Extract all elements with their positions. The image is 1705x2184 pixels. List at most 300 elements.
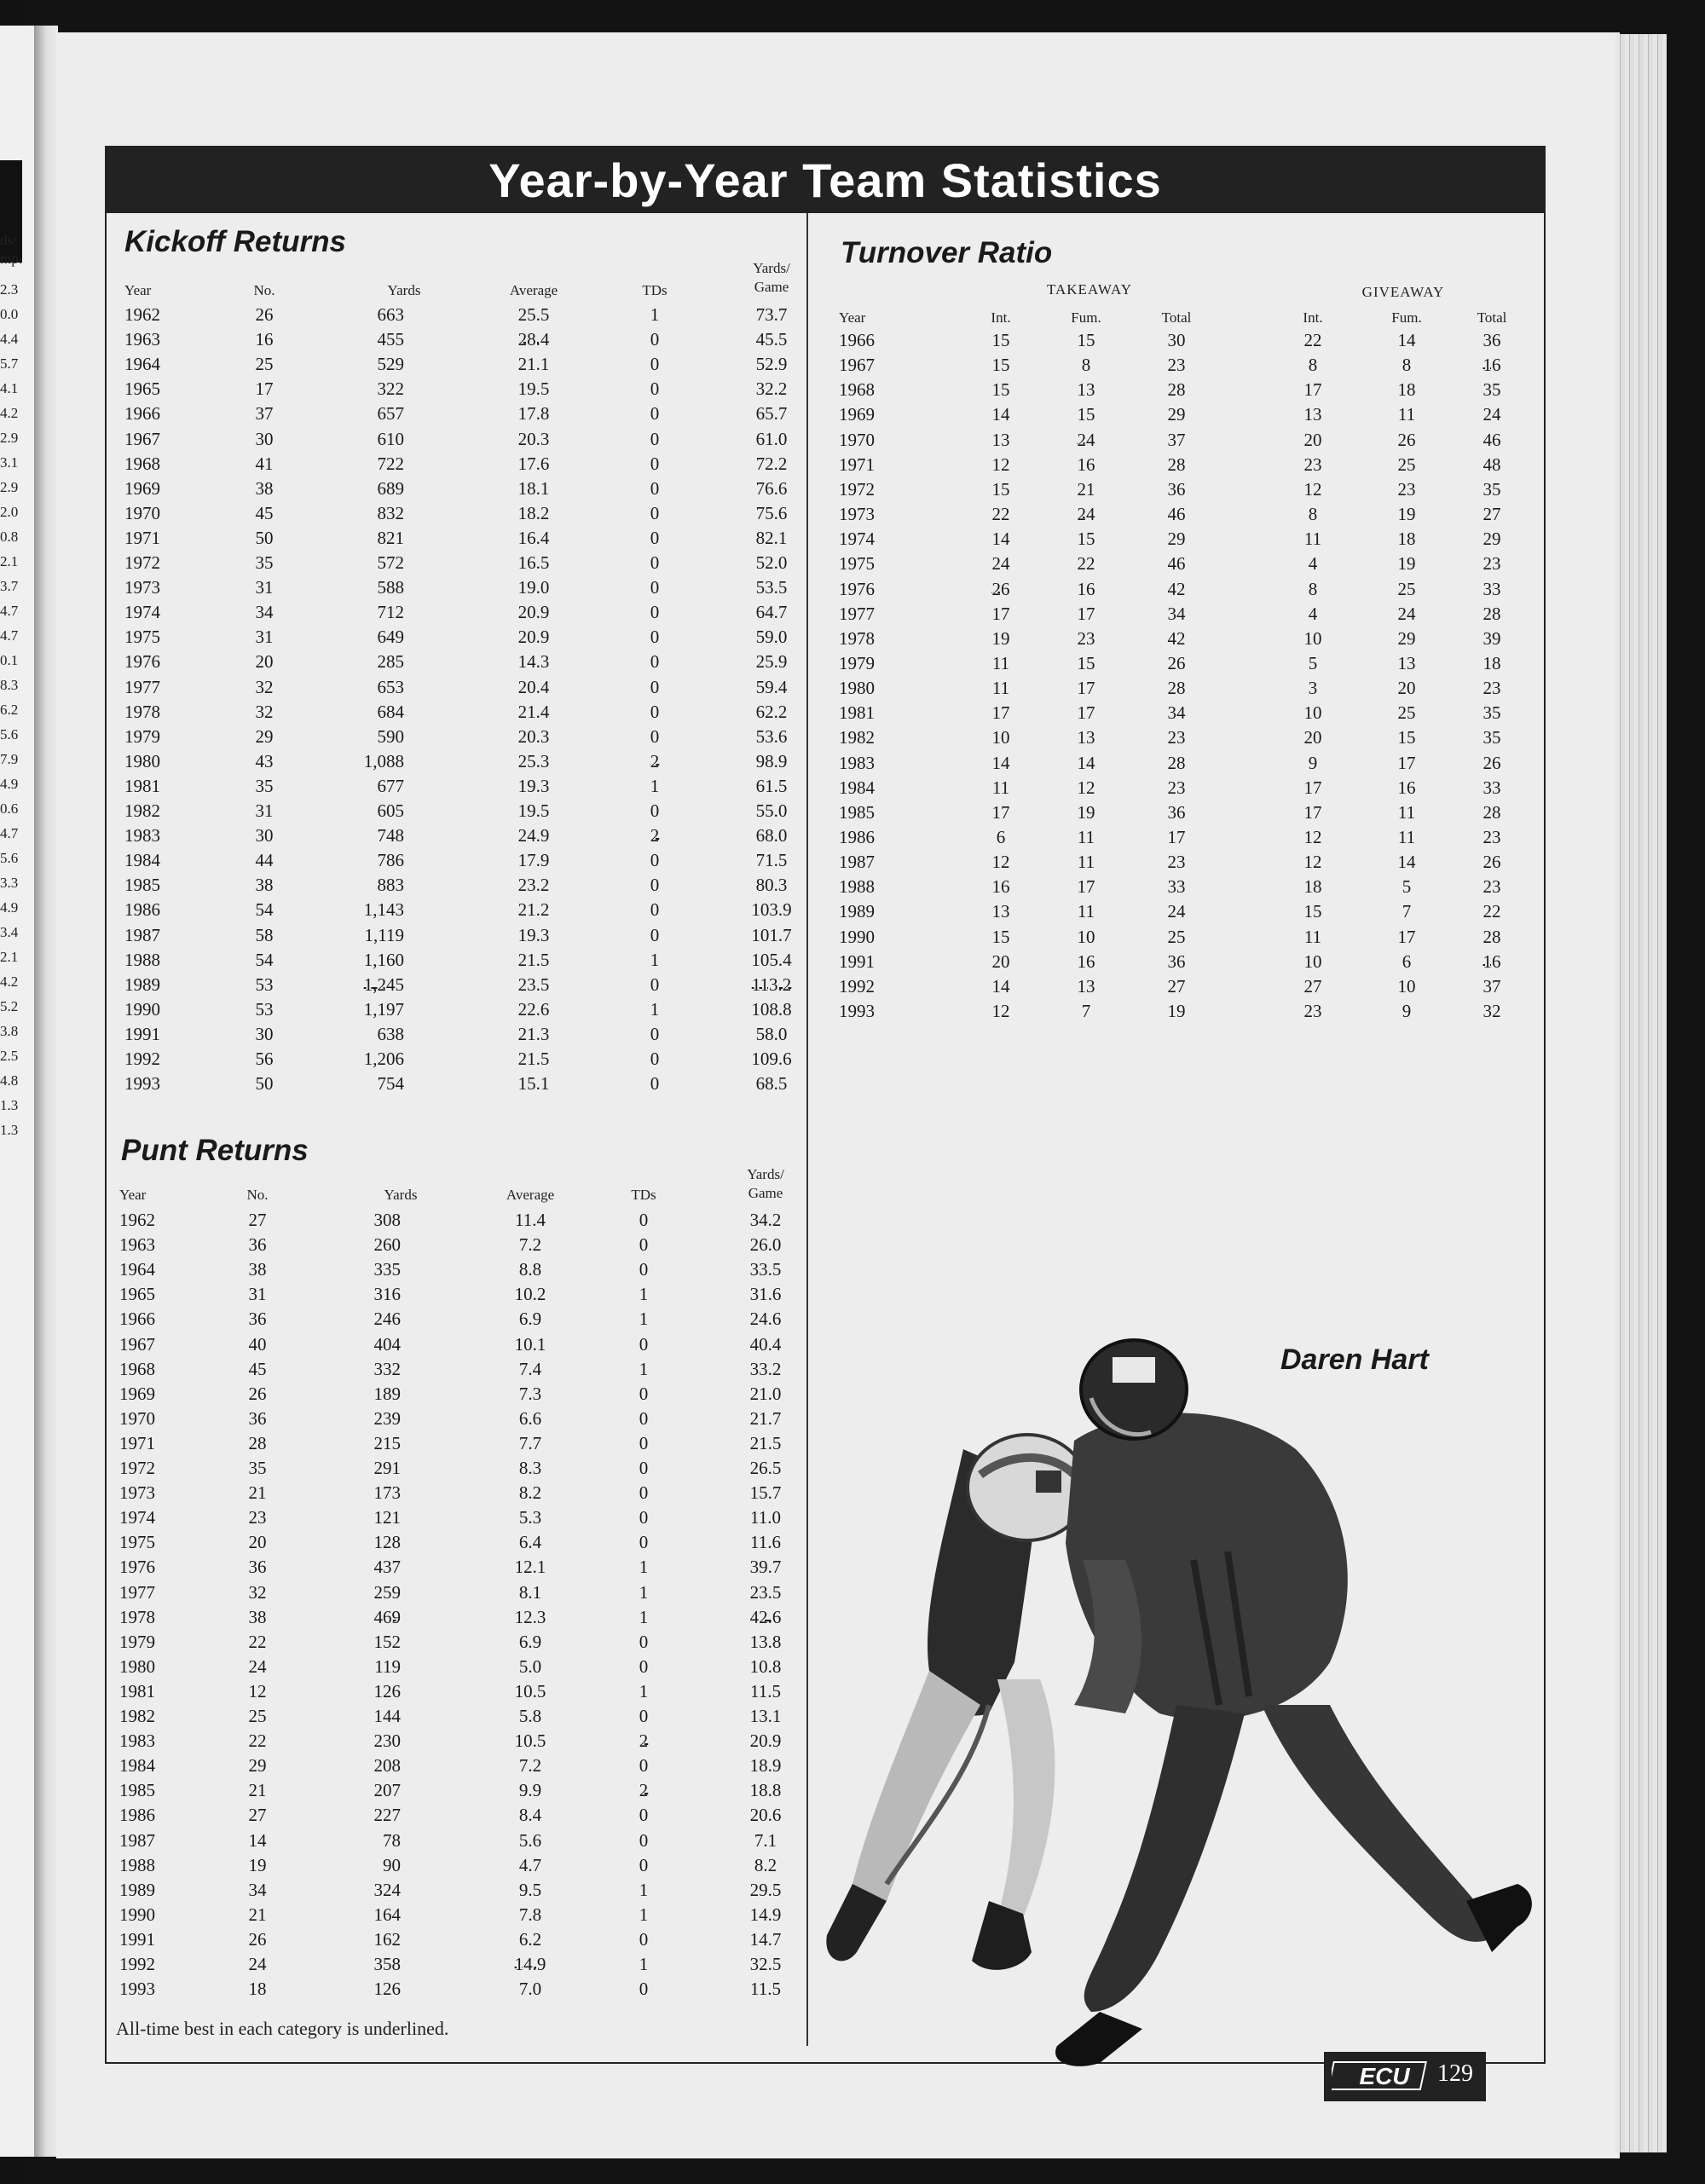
table-cell-returns-count: 26 — [248, 1383, 267, 1404]
table-cell-year: 1978 — [839, 627, 875, 649]
table-cell-average: 5.8 — [518, 1706, 542, 1726]
table-cell-year: 1978 — [124, 701, 160, 722]
table-cell-returns-count: 30 — [255, 428, 274, 449]
table-cell-returns-count: 24 — [248, 1954, 267, 1974]
table-cell-takeaway-fum: 23 — [1077, 627, 1095, 649]
table-cell-touchdowns: 0 — [650, 974, 660, 995]
table-cell-average: 9.9 — [518, 1780, 542, 1801]
table-cell-average: 17.6 — [517, 453, 550, 474]
table-cell-returns-count: 34 — [248, 1879, 267, 1900]
giveaway-label: GIVEAWAY — [1361, 284, 1445, 300]
table-cell-returns-count: 37 — [255, 403, 274, 425]
table-cell-returns-count: 17 — [255, 378, 274, 400]
table-cell-yards-per-game: 108.8 — [751, 998, 792, 1020]
table-cell-touchdowns: 0 — [639, 1655, 649, 1677]
table-cell-returns-count: 38 — [255, 477, 274, 499]
facing-page-number: 0.0 — [0, 306, 19, 322]
table-cell-yards-per-game: 71.5 — [755, 850, 788, 871]
facing-page-number: 2.5 — [0, 1048, 19, 1064]
table-cell-giveaway-total: 33 — [1482, 578, 1501, 599]
table-cell-returns-count: 27 — [248, 1210, 267, 1230]
table-cell-giveaway-total: 24 — [1482, 404, 1501, 425]
table-cell-average: 7.0 — [518, 1979, 542, 2000]
table-cell-yards-per-game: 18.9 — [749, 1755, 782, 1777]
table-cell-year: 1969 — [119, 1383, 155, 1404]
table-cell-giveaway-fum: 18 — [1397, 529, 1416, 550]
table-cell-yards: 230 — [373, 1730, 401, 1752]
table-cell-giveaway-fum: 11 — [1397, 827, 1416, 847]
table-cell-year: 1983 — [124, 825, 160, 846]
table-cell-yards: 610 — [377, 428, 404, 449]
table-cell-average: 14.9 — [514, 1954, 546, 1974]
table-cell-giveaway-total: 23 — [1482, 827, 1501, 847]
column-header-takeaway-total: Total — [1161, 309, 1192, 326]
table-cell-yards-per-game: 14.7 — [749, 1928, 782, 1950]
table-cell-returns-count: 21 — [248, 1904, 267, 1925]
table-cell-touchdowns: 0 — [639, 1432, 649, 1453]
table-cell-takeaway-int: 15 — [991, 379, 1010, 401]
table-cell-average: 20.4 — [517, 676, 550, 697]
table-cell-yards: 126 — [373, 1979, 401, 2000]
table-cell-year: 1991 — [124, 1023, 160, 1044]
table-cell-giveaway-int: 12 — [1303, 827, 1322, 847]
table-cell-year: 1976 — [119, 1557, 155, 1578]
table-cell-giveaway-int: 23 — [1303, 454, 1322, 475]
table-cell-year: 1981 — [839, 702, 875, 724]
facing-page-number: 4.8 — [0, 1072, 19, 1089]
table-cell-giveaway-total: 18 — [1482, 652, 1501, 673]
table-cell-yards-per-game: 73.7 — [755, 304, 788, 325]
table-cell-yards: 322 — [377, 378, 404, 400]
table-cell-yards-per-game: 33.5 — [749, 1259, 782, 1280]
table-cell-yards-per-game: 61.0 — [755, 428, 788, 449]
table-cell-year: 1988 — [119, 1854, 155, 1875]
table-cell-average: 28.4 — [517, 329, 550, 350]
table-cell-giveaway-int: 8 — [1308, 578, 1318, 599]
table-cell-yards-per-game: 32.2 — [755, 378, 788, 400]
table-cell-takeaway-total: 28 — [1167, 678, 1186, 699]
table-cell-giveaway-total: 23 — [1482, 876, 1501, 898]
table-cell-yards-per-game: 101.7 — [751, 924, 792, 945]
table-cell-year: 1983 — [119, 1730, 155, 1752]
table-cell-returns-count: 29 — [248, 1755, 267, 1777]
facing-page-number: 4.7 — [0, 603, 19, 619]
turnover-ratio-title: Turnover Ratio — [841, 236, 1053, 269]
column-header-yards-per-game: Game — [754, 279, 789, 295]
table-cell-touchdowns: 0 — [650, 602, 660, 623]
table-cell-yards-per-game: 13.1 — [749, 1706, 782, 1726]
table-cell-takeaway-total: 19 — [1167, 1001, 1186, 1022]
table-cell-returns-count: 31 — [248, 1284, 267, 1305]
table-cell-yards: 649 — [377, 627, 404, 648]
table-cell-yards: 259 — [373, 1581, 401, 1603]
table-cell-takeaway-fum: 11 — [1077, 827, 1095, 847]
table-cell-takeaway-fum: 11 — [1077, 852, 1095, 873]
table-cell-takeaway-total: 23 — [1167, 852, 1186, 873]
table-cell-giveaway-int: 5 — [1308, 652, 1318, 673]
table-cell-yards: 455 — [377, 329, 404, 350]
table-cell-touchdowns: 0 — [639, 1234, 649, 1256]
table-cell-year: 1975 — [119, 1532, 155, 1553]
table-cell-returns-count: 32 — [255, 701, 274, 722]
table-cell-giveaway-total: 16 — [1482, 950, 1501, 972]
kickoff-returns-title: Kickoff Returns — [124, 225, 346, 258]
table-cell-year: 1980 — [839, 678, 875, 699]
table-cell-touchdowns: 0 — [639, 1383, 649, 1404]
table-cell-yards: 260 — [373, 1234, 401, 1256]
table-cell-returns-count: 30 — [255, 1023, 274, 1044]
table-cell-yards-per-game: 33.2 — [749, 1358, 782, 1379]
table-cell-touchdowns: 0 — [650, 403, 660, 425]
table-cell-giveaway-total: 37 — [1482, 975, 1501, 997]
table-cell-takeaway-int: 13 — [991, 429, 1010, 450]
table-cell-year: 1981 — [124, 775, 160, 796]
table-cell-touchdowns: 0 — [650, 676, 660, 697]
table-cell-year: 1972 — [124, 552, 160, 573]
table-cell-year: 1971 — [124, 527, 160, 548]
table-cell-touchdowns: 0 — [650, 800, 660, 821]
table-cell-giveaway-fum: 8 — [1402, 355, 1412, 376]
column-header-takeaway-int: Int. — [991, 309, 1011, 326]
table-cell-touchdowns: 1 — [650, 775, 660, 796]
facing-page-number: 8.3 — [0, 677, 19, 693]
table-cell-yards: 208 — [373, 1755, 401, 1777]
column-header-no: No. — [253, 282, 275, 298]
table-cell-average: 19.3 — [517, 775, 550, 796]
table-cell-returns-count: 58 — [255, 924, 274, 945]
table-cell-yards-per-game: 14.9 — [749, 1904, 782, 1925]
table-cell-giveaway-total: 23 — [1482, 678, 1501, 699]
table-cell-touchdowns: 0 — [639, 1979, 649, 2000]
table-cell-giveaway-int: 11 — [1303, 529, 1322, 550]
table-cell-yards-per-game: 20.6 — [749, 1805, 782, 1826]
column-header-average: Average — [509, 282, 558, 298]
table-cell-giveaway-total: 32 — [1482, 1001, 1501, 1022]
table-cell-returns-count: 32 — [248, 1581, 267, 1603]
table-cell-takeaway-total: 34 — [1167, 702, 1186, 724]
table-cell-year: 1966 — [839, 330, 875, 350]
table-cell-yards-per-game: 15.7 — [749, 1482, 782, 1504]
table-cell-yards: 1,143 — [363, 899, 404, 921]
table-cell-year: 1968 — [119, 1358, 155, 1379]
table-cell-average: 7.7 — [518, 1432, 542, 1453]
table-cell-giveaway-int: 10 — [1303, 627, 1322, 649]
table-cell-average: 6.9 — [518, 1309, 542, 1330]
table-cell-average: 19.5 — [517, 378, 550, 400]
table-cell-giveaway-fum: 14 — [1397, 330, 1416, 350]
table-cell-year: 1972 — [119, 1458, 155, 1478]
table-cell-average: 23.2 — [517, 875, 550, 896]
table-cell-year: 1971 — [119, 1432, 155, 1453]
table-cell-takeaway-total: 27 — [1167, 975, 1186, 997]
table-cell-yards: 332 — [373, 1358, 401, 1379]
table-cell-returns-count: 25 — [248, 1706, 267, 1726]
table-cell-yards: 152 — [373, 1631, 401, 1652]
table-cell-takeaway-total: 37 — [1167, 429, 1186, 450]
table-cell-yards-per-game: 21.5 — [749, 1432, 782, 1453]
facing-page-number: 5.6 — [0, 850, 19, 866]
table-cell-yards: 121 — [373, 1507, 401, 1528]
table-cell-takeaway-total: 23 — [1167, 727, 1186, 748]
column-header-average: Average — [506, 1187, 555, 1203]
table-cell-giveaway-int: 18 — [1303, 876, 1322, 898]
table-cell-year: 1993 — [124, 1073, 160, 1095]
table-cell-takeaway-int: 17 — [991, 702, 1010, 724]
table-cell-average: 22.6 — [517, 998, 550, 1020]
table-cell-yards-per-game: 52.0 — [755, 552, 788, 573]
table-cell-yards-per-game: 8.2 — [754, 1854, 777, 1875]
table-cell-year: 1963 — [124, 329, 160, 350]
table-cell-average: 8.1 — [518, 1581, 542, 1603]
table-cell-takeaway-total: 42 — [1167, 578, 1186, 599]
facing-page-number: 5.6 — [0, 726, 19, 742]
table-cell-takeaway-int: 6 — [996, 827, 1006, 847]
table-cell-returns-count: 54 — [255, 949, 274, 970]
table-cell-takeaway-total: 29 — [1167, 404, 1186, 425]
table-cell-touchdowns: 2 — [650, 750, 660, 771]
table-cell-touchdowns: 1 — [650, 949, 660, 970]
facing-page-number: 4.9 — [0, 776, 19, 792]
takeaway-label: TAKEAWAY — [1046, 281, 1133, 298]
table-cell-average: 7.3 — [518, 1383, 542, 1404]
table-cell-touchdowns: 0 — [650, 701, 660, 722]
column-header-yards-per-game: Yards/ — [753, 260, 790, 276]
table-cell-giveaway-fum: 19 — [1397, 504, 1416, 525]
table-cell-year: 1975 — [124, 627, 160, 648]
table-cell-takeaway-fum: 8 — [1081, 355, 1091, 376]
table-cell-average: 6.4 — [518, 1532, 542, 1553]
table-cell-year: 1972 — [839, 478, 875, 500]
table-cell-year: 1974 — [119, 1507, 155, 1528]
table-cell-year: 1989 — [839, 901, 875, 922]
table-cell-average: 18.1 — [517, 477, 550, 499]
table-cell-returns-count: 54 — [255, 899, 274, 921]
table-cell-yards-per-game: 76.6 — [755, 477, 788, 499]
table-cell-takeaway-total: 17 — [1167, 827, 1186, 847]
table-cell-yards: 164 — [373, 1904, 401, 1925]
facing-page-number: 4.2 — [0, 405, 19, 421]
table-cell-year: 1990 — [119, 1904, 155, 1925]
table-cell-yards: 189 — [373, 1383, 401, 1404]
table-cell-year: 1986 — [119, 1805, 155, 1826]
table-cell-returns-count: 16 — [255, 329, 274, 350]
table-cell-year: 1965 — [119, 1284, 155, 1305]
table-cell-returns-count: 38 — [248, 1606, 267, 1627]
table-cell-returns-count: 53 — [255, 974, 274, 995]
table-cell-touchdowns: 0 — [639, 1706, 649, 1726]
table-cell-touchdowns: 2 — [639, 1730, 649, 1752]
table-cell-year: 1970 — [119, 1407, 155, 1429]
table-cell-year: 1989 — [119, 1879, 155, 1900]
football-players-photo — [818, 1304, 1543, 2071]
table-cell-touchdowns: 0 — [639, 1631, 649, 1652]
table-cell-touchdowns: 0 — [650, 527, 660, 548]
table-cell-average: 21.5 — [517, 1049, 550, 1069]
table-cell-touchdowns: 1 — [639, 1557, 649, 1578]
table-cell-takeaway-fum: 17 — [1077, 876, 1095, 898]
facing-page-number: 4.7 — [0, 825, 19, 841]
book-gutter — [34, 26, 58, 2157]
table-cell-takeaway-fum: 15 — [1077, 404, 1095, 425]
column-header-giveaway-total: Total — [1477, 309, 1507, 326]
table-cell-average: 5.0 — [518, 1655, 542, 1677]
table-cell-yards-per-game: 34.2 — [749, 1210, 782, 1230]
table-cell-takeaway-fum: 15 — [1077, 529, 1095, 550]
table-cell-average: 6.2 — [518, 1928, 542, 1950]
table-cell-year: 1991 — [839, 950, 875, 972]
table-cell-year: 1967 — [124, 428, 160, 449]
table-cell-giveaway-int: 13 — [1303, 404, 1322, 425]
table-cell-year: 1979 — [124, 725, 160, 747]
table-cell-takeaway-int: 16 — [991, 876, 1010, 898]
table-cell-year: 1985 — [839, 801, 875, 823]
table-cell-giveaway-total: 35 — [1482, 478, 1501, 500]
table-cell-giveaway-int: 12 — [1303, 852, 1322, 873]
table-cell-average: 10.2 — [514, 1284, 546, 1305]
table-cell-returns-count: 45 — [255, 502, 274, 523]
table-cell-yards-per-game: 26.5 — [749, 1458, 782, 1478]
table-cell-yards-per-game: 24.6 — [749, 1309, 782, 1330]
facing-page-number: 2.3 — [0, 281, 19, 298]
table-cell-year: 1988 — [839, 876, 875, 898]
table-cell-giveaway-int: 10 — [1303, 950, 1322, 972]
table-cell-yards: 1,160 — [363, 949, 404, 970]
table-cell-year: 1978 — [119, 1606, 155, 1627]
table-cell-takeaway-fum: 21 — [1077, 478, 1095, 500]
table-cell-average: 12.3 — [514, 1606, 546, 1627]
table-cell-yards: 207 — [373, 1780, 401, 1801]
table-cell-average: 18.2 — [517, 502, 550, 523]
table-cell-takeaway-int: 15 — [991, 330, 1010, 350]
column-header-year: Year — [839, 309, 866, 326]
column-header-no: No. — [246, 1187, 269, 1203]
table-cell-average: 12.1 — [514, 1557, 546, 1578]
table-cell-year: 1989 — [124, 974, 160, 995]
table-cell-year: 1987 — [839, 852, 875, 873]
table-cell-yards-per-game: 11.0 — [750, 1507, 781, 1528]
table-cell-yards: 308 — [373, 1210, 401, 1230]
table-cell-year: 1977 — [124, 676, 160, 697]
table-cell-yards: 1,197 — [363, 998, 404, 1020]
table-cell-yards-per-game: 40.4 — [749, 1333, 782, 1355]
table-cell-giveaway-int: 12 — [1303, 478, 1322, 500]
footnote: All-time best in each category is underlined. — [116, 2018, 449, 2039]
table-cell-average: 8.4 — [518, 1805, 542, 1826]
table-cell-yards: 748 — [377, 825, 404, 846]
table-cell-average: 8.3 — [518, 1458, 542, 1478]
table-cell-giveaway-fum: 14 — [1397, 852, 1416, 873]
table-cell-yards: 90 — [383, 1854, 401, 1875]
table-cell-average: 7.8 — [518, 1904, 542, 1925]
table-cell-average: 17.8 — [517, 403, 550, 425]
table-cell-yards: 1,245 — [363, 974, 404, 995]
table-cell-giveaway-int: 15 — [1303, 901, 1322, 922]
table-cell-year: 1991 — [119, 1928, 155, 1950]
table-cell-yards: 173 — [373, 1482, 401, 1504]
table-cell-takeaway-fum: 13 — [1077, 975, 1095, 997]
table-cell-touchdowns: 0 — [650, 1073, 660, 1095]
table-cell-takeaway-total: 23 — [1167, 355, 1186, 376]
table-cell-year: 1982 — [839, 727, 875, 748]
table-cell-yards-per-game: 113.2 — [751, 974, 792, 995]
table-cell-touchdowns: 0 — [650, 453, 660, 474]
table-cell-giveaway-total: 39 — [1482, 627, 1501, 649]
table-cell-yards: 722 — [377, 453, 404, 474]
photo-caption: Daren Hart — [1280, 1343, 1429, 1376]
table-cell-returns-count: 50 — [255, 527, 274, 548]
table-cell-yards-per-game: 65.7 — [755, 403, 788, 425]
table-cell-touchdowns: 1 — [650, 304, 660, 325]
table-cell-average: 8.2 — [518, 1482, 542, 1504]
column-header-tds: TDs — [631, 1187, 656, 1203]
table-cell-touchdowns: 0 — [650, 378, 660, 400]
table-cell-takeaway-fum: 17 — [1077, 702, 1095, 724]
table-cell-touchdowns: 0 — [650, 725, 660, 747]
facing-page-number: 4.4 — [0, 331, 19, 347]
facing-page-number: 7.9 — [0, 751, 19, 767]
table-cell-takeaway-fum: 10 — [1077, 926, 1095, 947]
table-cell-giveaway-int: 20 — [1303, 429, 1322, 450]
table-cell-average: 7.2 — [518, 1755, 542, 1777]
table-cell-year: 1975 — [839, 553, 875, 575]
table-cell-average: 20.3 — [517, 725, 550, 747]
table-cell-yards-per-game: 59.4 — [755, 676, 788, 697]
table-cell-returns-count: 31 — [255, 577, 274, 598]
table-cell-average: 19.0 — [517, 577, 550, 598]
table-cell-yards-per-game: 11.6 — [750, 1532, 781, 1553]
table-cell-yards: 227 — [373, 1805, 401, 1826]
facing-page-number: 3.1 — [0, 454, 19, 471]
table-cell-takeaway-int: 11 — [991, 678, 1010, 699]
table-cell-takeaway-fum: 17 — [1077, 603, 1095, 624]
table-cell-yards: 1,119 — [364, 924, 404, 945]
facing-page-number: mp. — [0, 251, 22, 267]
table-cell-average: 25.5 — [517, 304, 550, 325]
table-cell-takeaway-int: 12 — [991, 454, 1010, 475]
table-cell-returns-count: 50 — [255, 1073, 274, 1095]
table-cell-takeaway-total: 42 — [1167, 627, 1186, 649]
table-cell-touchdowns: 2 — [650, 825, 660, 846]
table-cell-yards: 1,088 — [363, 750, 404, 771]
table-cell-takeaway-int: 12 — [991, 1001, 1010, 1022]
facing-page-number: 1.3 — [0, 1097, 19, 1113]
table-cell-giveaway-total: 48 — [1482, 454, 1501, 475]
table-cell-yards-per-game: 25.9 — [755, 651, 788, 673]
facing-page-number: 3.7 — [0, 578, 19, 594]
table-cell-yards: 653 — [377, 676, 404, 697]
table-cell-returns-count: 44 — [255, 850, 274, 871]
table-cell-giveaway-fum: 15 — [1397, 727, 1416, 748]
table-cell-touchdowns: 1 — [639, 1954, 649, 1974]
table-cell-takeaway-total: 24 — [1167, 901, 1186, 922]
table-cell-yards: 78 — [383, 1829, 401, 1851]
table-cell-year: 1985 — [119, 1780, 155, 1801]
table-cell-takeaway-fum: 12 — [1077, 777, 1095, 798]
table-cell-touchdowns: 0 — [650, 924, 660, 945]
table-cell-year: 1966 — [124, 403, 160, 425]
table-cell-giveaway-fum: 26 — [1397, 429, 1416, 450]
facing-page-number: 4.7 — [0, 627, 19, 644]
table-cell-returns-count: 40 — [248, 1333, 267, 1355]
table-cell-giveaway-int: 17 — [1303, 379, 1322, 401]
table-cell-returns-count: 35 — [255, 775, 274, 796]
table-cell-takeaway-total: 30 — [1167, 330, 1186, 350]
table-cell-yards-per-game: 29.5 — [749, 1879, 782, 1900]
table-cell-giveaway-int: 27 — [1303, 975, 1322, 997]
table-cell-year: 1962 — [119, 1210, 155, 1230]
table-cell-touchdowns: 2 — [639, 1780, 649, 1801]
table-cell-yards-per-game: 68.0 — [755, 825, 788, 846]
